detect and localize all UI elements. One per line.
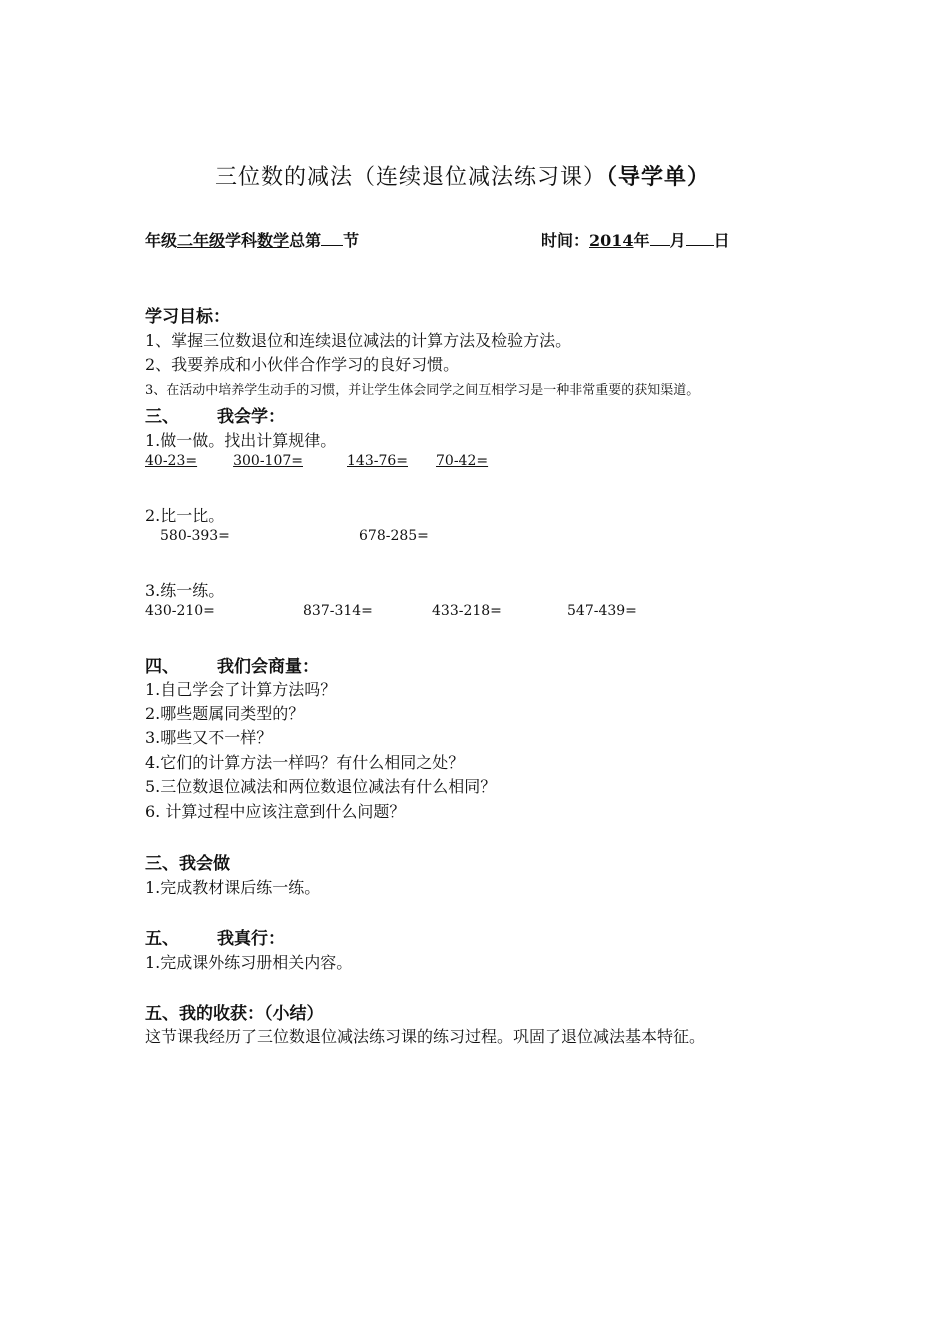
year-label: 年 [633, 231, 650, 250]
goal-item: 2、我要养成和小伙伴合作学习的良好习惯。 [145, 355, 460, 374]
goal-item: 3、在活动中培养学生动手的习惯，并让学生体会同学之间互相学习是一种非常重要的获知渠道。 [145, 383, 700, 398]
time-line [541, 228, 730, 251]
discuss-item: 5.三位数退位减法和两位数退位减法有什么相同？ [145, 777, 497, 796]
expression: 70-42= [436, 453, 489, 469]
learn-heading-num: 三、 [145, 407, 179, 427]
time-label: 时间： [541, 231, 590, 250]
discuss-heading-text: 我们会商量： [217, 657, 319, 677]
discuss-item: 1.自己学会了计算方法吗？ [145, 680, 337, 699]
do-heading: 三、我会做 [145, 854, 230, 874]
grade-value: 二年级 [177, 231, 226, 250]
title-tag: （导学单） [606, 164, 711, 190]
month-label: 月 [669, 231, 686, 250]
subject-value: 数学 [257, 231, 290, 250]
goals-heading: 学习目标： [145, 307, 230, 327]
expression: 547-439= [567, 603, 637, 619]
expression: 40-23= [145, 453, 198, 469]
harvest-heading-tag: （小结） [264, 1004, 324, 1024]
meta-line [145, 228, 359, 251]
harvest-text: 这节课我经历了三位数退位减法练习课的练习过程。巩固了退位减法基本特征。 [145, 1027, 706, 1046]
expression: 430-210= [145, 603, 215, 619]
day-label: 日 [713, 231, 730, 250]
learn-heading-text: 我会学： [217, 407, 285, 427]
lesson-blank [321, 231, 343, 246]
subject-label: 学科 [225, 231, 258, 250]
learn-part1-label: 1.做一做。找出计算规律。 [145, 431, 337, 450]
lesson-label: 总第 [289, 231, 322, 250]
expression: 580-393= [160, 528, 230, 544]
discuss-item: 6. 计算过程中应该注意到什么问题？ [145, 802, 406, 821]
real-item: 1.完成课外练习册相关内容。 [145, 953, 353, 972]
day-blank [686, 231, 714, 246]
page-title [215, 160, 710, 191]
harvest-heading-text: 五、我的收获： [145, 1004, 264, 1024]
month-blank [650, 231, 670, 246]
discuss-item: 2.哪些题属同类型的？ [145, 704, 305, 723]
goal-item: 1、掌握三位数退位和连续退位减法的计算方法及检验方法。 [145, 331, 572, 350]
harvest-heading [145, 999, 324, 1024]
learn-part3-label: 3.练一练。 [145, 581, 225, 600]
expression: 678-285= [359, 528, 429, 544]
real-heading [145, 924, 285, 949]
expression: 143-76= [347, 453, 408, 469]
expression: 837-314= [303, 603, 373, 619]
discuss-item: 4.它们的计算方法一样吗？有什么相同之处？ [145, 753, 465, 772]
title-main: 三位数的减法（连续退位减法练习课） [215, 165, 607, 190]
discuss-heading-num: 四、 [145, 657, 179, 677]
grade-label: 年级 [145, 231, 178, 250]
learn-heading [145, 402, 285, 427]
discuss-heading [145, 652, 319, 677]
lesson-unit: 节 [343, 231, 360, 250]
year-value: 2014 [589, 231, 634, 250]
discuss-item: 3.哪些又不一样？ [145, 728, 273, 747]
expression: 433-218= [432, 603, 502, 619]
learn-part2-label: 2.比一比。 [145, 506, 225, 525]
do-item: 1.完成教材课后练一练。 [145, 878, 321, 897]
real-heading-text: 我真行： [217, 929, 285, 949]
learn-part1-exprs [145, 453, 488, 469]
expression: 300-107= [233, 453, 303, 469]
real-heading-num: 五、 [145, 929, 179, 949]
